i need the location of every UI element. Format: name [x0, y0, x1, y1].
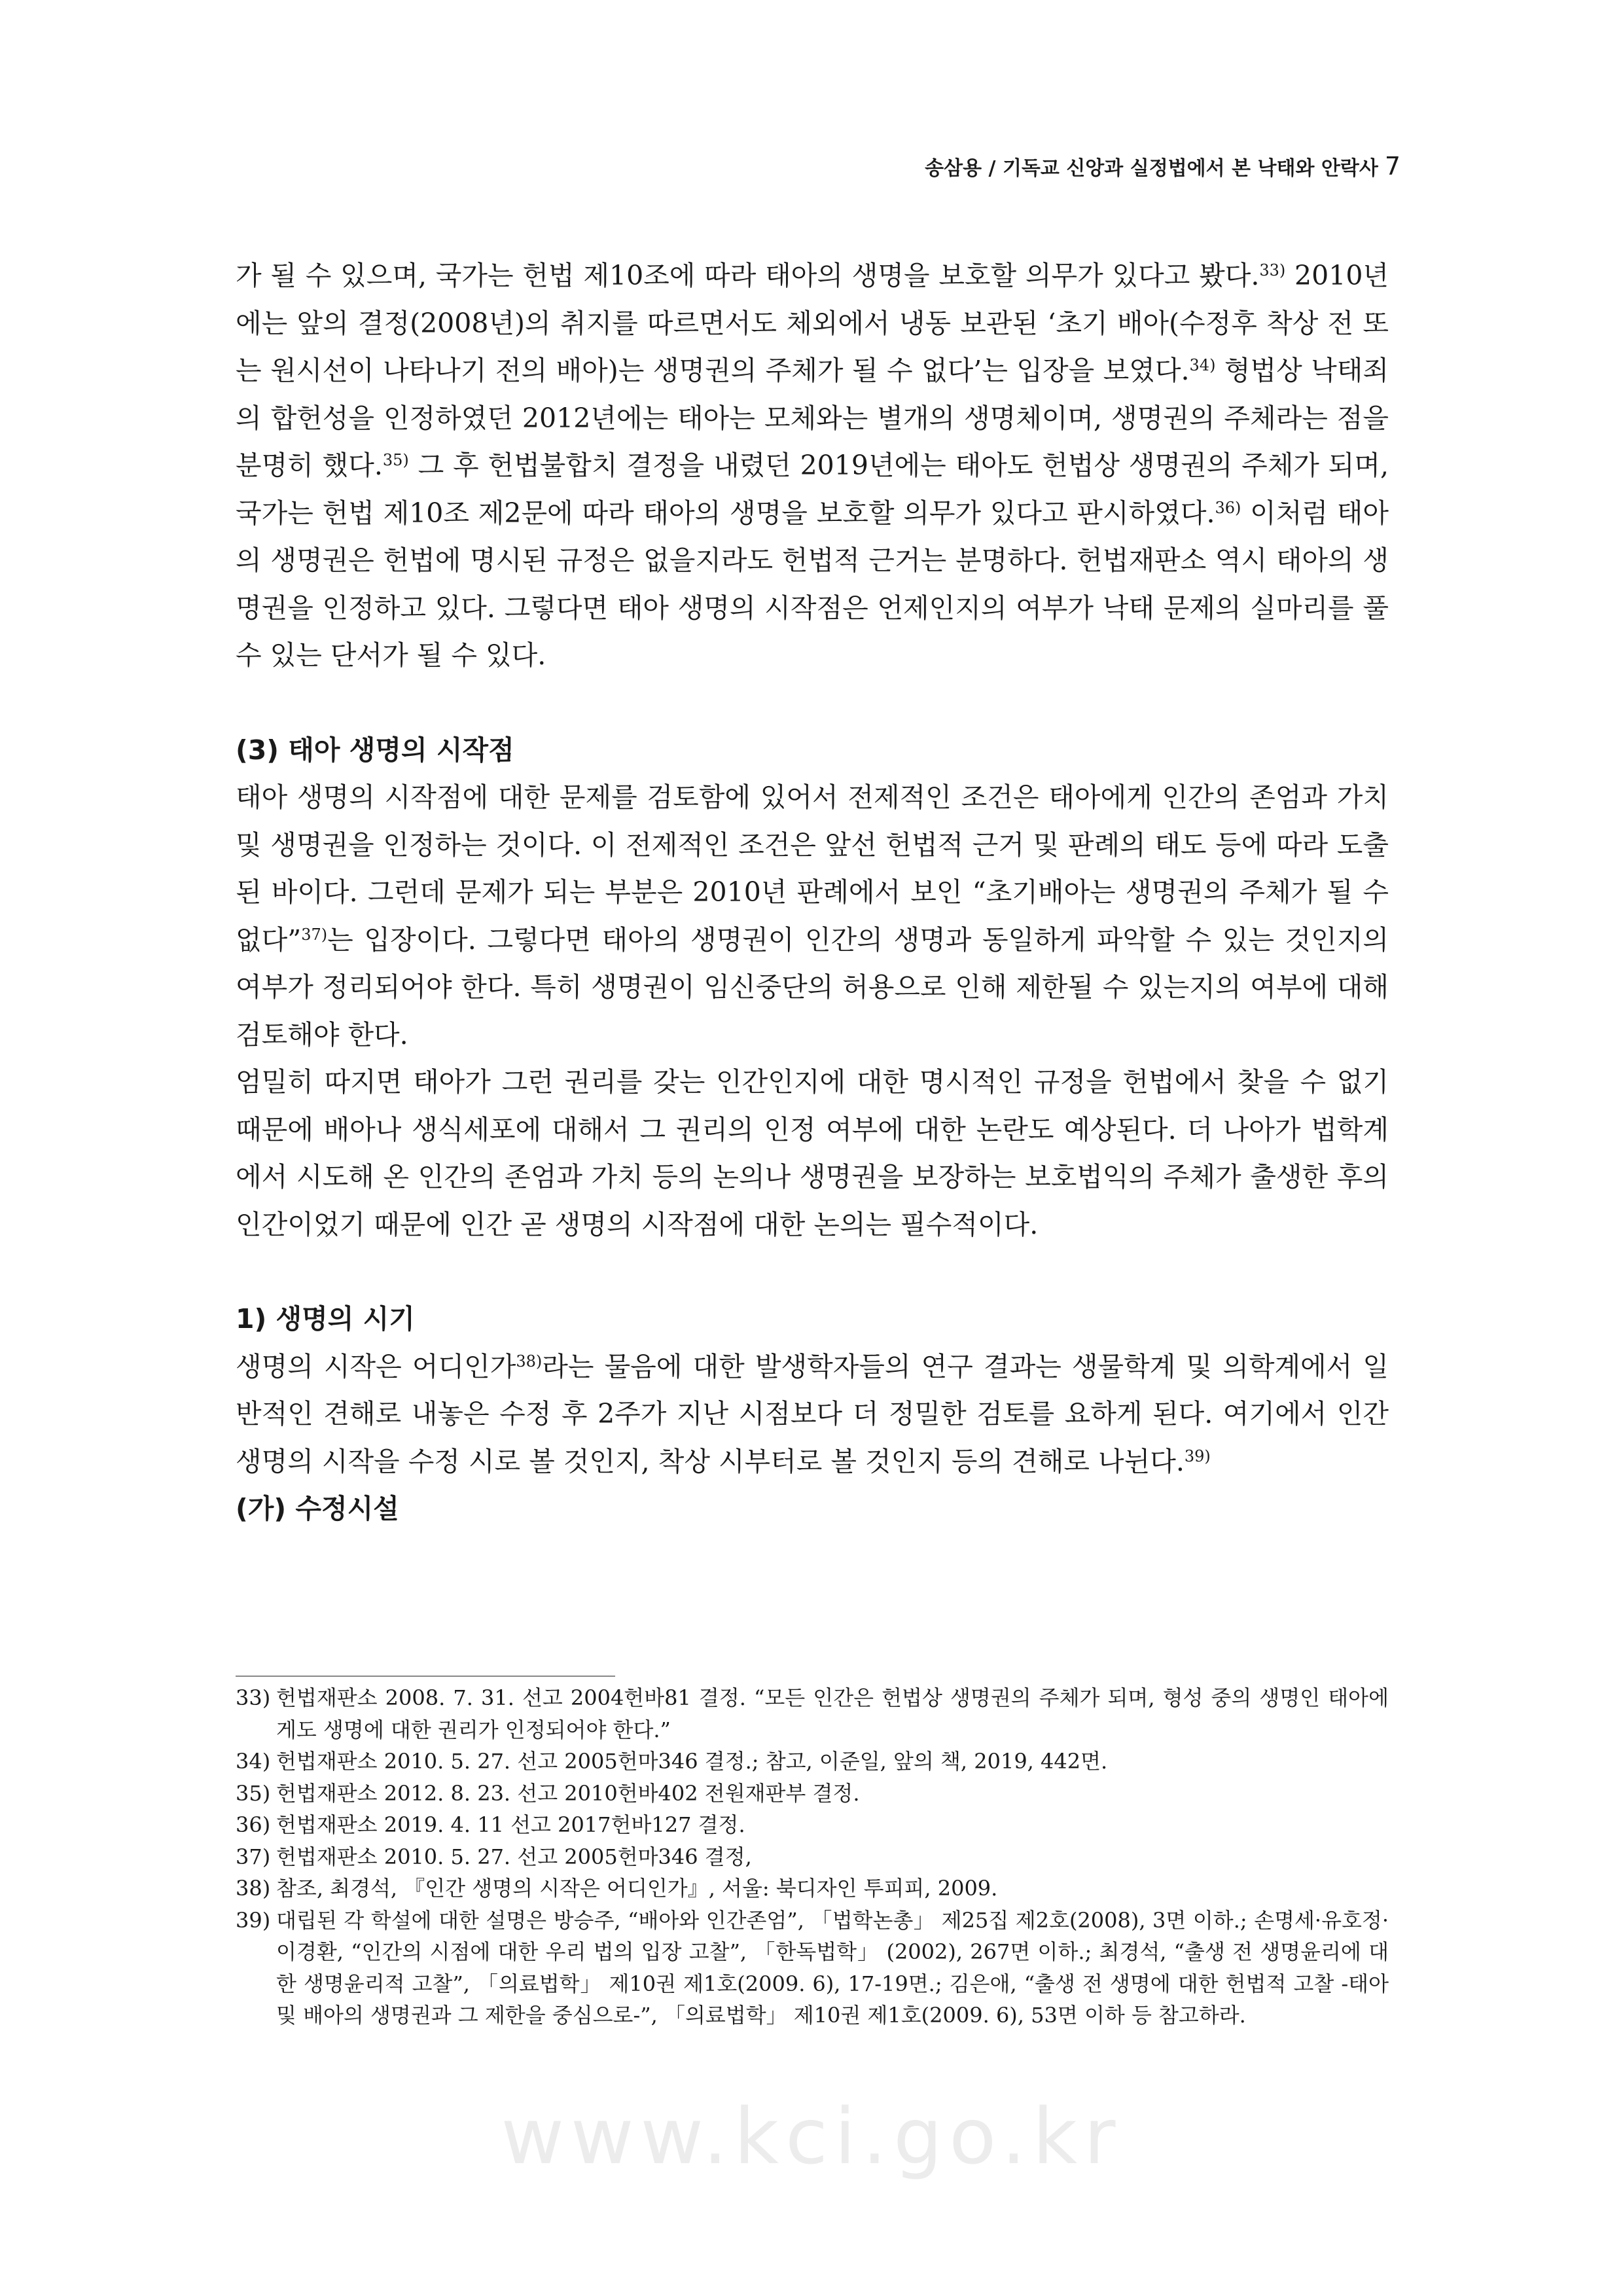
footnote-ref[interactable]: 33) [1259, 261, 1286, 279]
spacer [236, 679, 1389, 726]
footnote-text: 헌법재판소 2010. 5. 27. 선고 2005헌마346 결정, [276, 1844, 752, 1869]
footnote-ref[interactable]: 37) [301, 925, 328, 944]
footnote-text: 헌법재판소 2012. 8. 23. 선고 2010헌바402 전원재판부 결정. [276, 1780, 860, 1806]
paragraph [236, 774, 1389, 1058]
footnote-text: 대립된 각 학설에 대한 설명은 방승주, “배아와 인간존엄”, 「법학논총」 제25집 제2호(2008), 3면 이하.; 손명세·유호정·이경환, “인간의 시점에 대한 우리 법의 입장 고찰”, 「한독법학」 (2002), 267면 이하.; 최경석, “출생 전 생명윤리에 대한 생명윤리적 고찰”, 「의료법학」 제10권 제1호(2009. 6), 17-19면.; 김은애, “출생 전 생명에 대한 헌법적 고찰 -태아 및 배아의 생명권과 그 제한을 중심으로-”, 「의료법학」 제10권 제1호(2009. 6), 53면 이하 등 참고하라. [276, 1907, 1389, 2028]
footnote-number: 39) [236, 1907, 271, 1933]
subsection-heading: (가) 수정시설 [236, 1493, 399, 1524]
footnote-number: 37) [236, 1844, 271, 1869]
footnote-ref[interactable]: 36) [1215, 498, 1241, 517]
text-run: 는 입장이다. 그렇다면 태아의 생명권이 인간의 생명과 동일하게 파악할 수 있는 것인지의 여부가 정리되어야 한다. 특히 생명권이 임신중단의 허용으로 인해 제한될 수 있는지의 여부에 대해 검토해야 한다. [236, 924, 1389, 1050]
paragraph [236, 252, 1389, 679]
footnote [236, 1746, 1389, 1778]
footnote [236, 1873, 1389, 1905]
footnote-ref[interactable]: 34) [1189, 356, 1216, 374]
footnote-text: 헌법재판소 2010. 5. 27. 선고 2005헌마346 결정.; 참고, 이준일, 앞의 책, 2019, 442면. [276, 1749, 1108, 1774]
footnote-ref[interactable]: 38) [516, 1352, 543, 1371]
footnote [236, 1809, 1389, 1841]
spacer [236, 1248, 1389, 1295]
text-run: 생명의 시작은 어디인가 [236, 1350, 516, 1382]
footnote-number: 34) [236, 1749, 271, 1774]
text-run: 라는 물음에 대한 발생학자들의 연구 결과는 생물학계 및 의학계에서 일반적인 견해로 내놓은 수정 후 2주가 지난 시점보다 더 정밀한 검토를 요하게 된다. 여기에서 인간 생명의 시작을 수정 시로 볼 것인지, 착상 시부터로 볼 것인지 등의 견해로 나뉜다. [236, 1350, 1389, 1477]
footnote-number: 35) [236, 1780, 271, 1806]
footnote-number: 33) [236, 1685, 271, 1710]
watermark: www.kci.go.kr [501, 2091, 1122, 2181]
section-heading: 1) 생명의 시기 [236, 1303, 415, 1335]
body-text [236, 252, 1389, 1533]
footnote-ref[interactable]: 35) [382, 451, 409, 469]
footnote-divider [236, 1676, 615, 1677]
footnote [236, 1682, 1389, 1746]
footnote-ref[interactable]: 39) [1184, 1446, 1211, 1465]
text-run: 가 될 수 있으며, 국가는 헌법 제10조에 따라 태아의 생명을 보호할 의무가 있다고 봤다. [236, 260, 1260, 291]
footnote-number: 38) [236, 1876, 271, 1901]
footnote-text: 참조, 최경석, 『인간 생명의 시작은 어디인가』, 서울: 북디자인 투피피, 2009. [276, 1876, 998, 1901]
text-run: 그 후 헌법불합치 결정을 내렸던 2019년에는 태아도 헌법상 생명권의 주체가 되며, 국가는 헌법 제10조 제2문에 따라 태아의 생명을 보호할 의무가 있다고 판시하였다. [236, 450, 1389, 529]
running-header [925, 152, 1400, 181]
footnote-text: 헌법재판소 2019. 4. 11 선고 2017헌바127 결정. [276, 1812, 745, 1837]
paragraph: 엄밀히 따지면 태아가 그런 권리를 갖는 인간인지에 대한 명시적인 규정을 헌법에서 찾을 수 없기 때문에 배아나 생식세포에 대해서 그 권리의 인정 여부에 대한 논란도 예상된다. 더 나아가 법학계에서 시도해 온 인간의 존엄과 가치 등의 논의나 생명권을 보장하는 보호법익의 주체가 출생한 후의 인간이었기 때문에 인간 곧 생명의 시작점에 대한 논의는 필수적이다. [236, 1066, 1389, 1240]
page-number: 7 [1384, 152, 1400, 181]
footnote-text: 헌법재판소 2008. 7. 31. 선고 2004헌바81 결정. “모든 인간은 헌법상 생명권의 주체가 되며, 형성 중의 생명인 태아에게도 생명에 대한 권리가 인정되어야 한다.” [276, 1685, 1389, 1742]
section-heading: (3) 태아 생명의 시작점 [236, 734, 514, 766]
footnotes [236, 1682, 1389, 2032]
text-run: 2010년에는 앞의 결정(2008년)의 취지를 따르면서도 체외에서 냉동 보관된 ‘초기 배아(수정후 착상 전 또는 원시선이 나타나기 전의 배아)는 생명권의 주체가 될 수 없다’는 입장을 보였다. [236, 260, 1389, 386]
footnote [236, 1778, 1389, 1810]
footnote [236, 1905, 1389, 2032]
text-run: 형법상 낙태죄의 합헌성을 인정하였던 2012년에는 태아는 모체와는 별개의 생명체이며, 생명권의 주체라는 점을 분명히 했다. [236, 355, 1389, 481]
footnote [236, 1841, 1389, 1873]
running-title: 송삼용 / 기독교 신앙과 실정법에서 본 낙태와 안락사 [925, 157, 1378, 180]
text-run: 태아 생명의 시작점에 대한 문제를 검토함에 있어서 전제적인 조건은 태아에게 인간의 존엄과 가치 및 생명권을 인정하는 것이다. 이 전제적인 조건은 앞선 헌법적 근거 및 판례의 태도 등에 따라 도출된 바이다. 그런데 문제가 되는 부분은 2010년 판례에서 보인 “초기배아는 생명권의 주체가 될 수 없다” [236, 781, 1389, 956]
paragraph [236, 1343, 1389, 1486]
footnote-number: 36) [236, 1812, 271, 1837]
text-run: 이처럼 태아의 생명권은 헌법에 명시된 규정은 없을지라도 헌법적 근거는 분명하다. 헌법재판소 역시 태아의 생명권을 인정하고 있다. 그렇다면 태아 생명의 시작점은 언제인지의 여부가 낙태 문제의 실마리를 풀 수 있는 단서가 될 수 있다. [236, 497, 1389, 671]
